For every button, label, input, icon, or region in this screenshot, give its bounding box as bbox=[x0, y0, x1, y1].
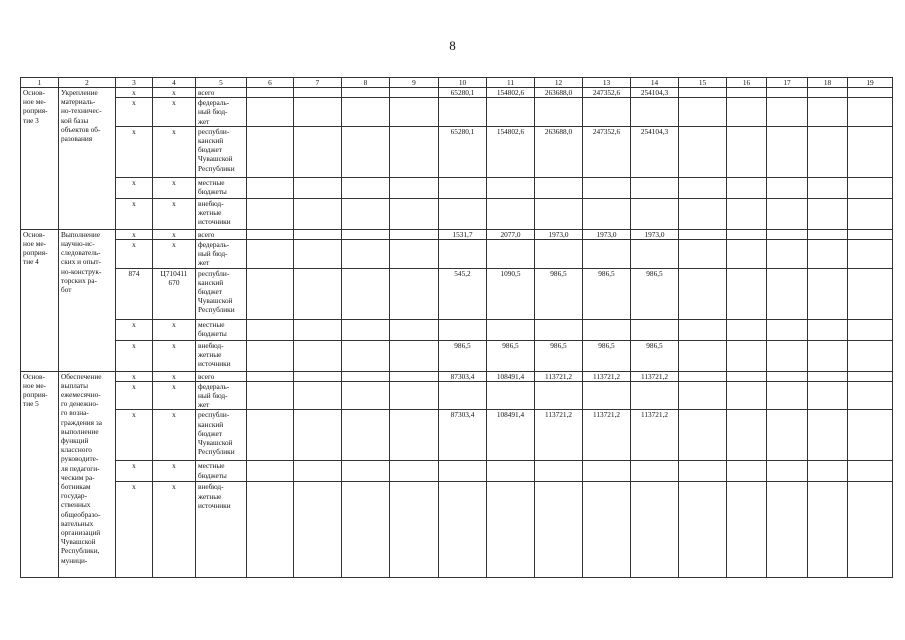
code-cell: х bbox=[116, 240, 153, 269]
empty-cell bbox=[390, 461, 439, 482]
budget-table bbox=[20, 77, 893, 578]
code-cell: х bbox=[153, 371, 196, 381]
empty-cell bbox=[247, 371, 294, 381]
empty-cell bbox=[848, 177, 893, 198]
value-cell bbox=[535, 461, 583, 482]
empty-cell bbox=[390, 98, 439, 127]
empty-cell bbox=[247, 98, 294, 127]
column-header: 11 bbox=[487, 78, 535, 88]
empty-cell bbox=[727, 98, 767, 127]
column-header: 9 bbox=[390, 78, 439, 88]
value-cell bbox=[487, 461, 535, 482]
value-cell: 2077,0 bbox=[487, 229, 535, 239]
empty-cell bbox=[767, 177, 808, 198]
value-cell: 247352,6 bbox=[583, 88, 631, 98]
empty-cell bbox=[808, 240, 848, 269]
value-cell: 113721,2 bbox=[631, 410, 679, 461]
code-cell: х bbox=[153, 240, 196, 269]
empty-cell bbox=[727, 177, 767, 198]
value-cell bbox=[631, 319, 679, 340]
code-cell: х bbox=[153, 381, 196, 410]
empty-cell bbox=[679, 371, 727, 381]
empty-cell bbox=[342, 461, 390, 482]
empty-cell bbox=[848, 410, 893, 461]
funding-source-cell: федераль- ный бюд- жет bbox=[196, 98, 247, 127]
empty-cell bbox=[767, 98, 808, 127]
value-cell: 1973,0 bbox=[583, 229, 631, 239]
empty-cell bbox=[294, 198, 342, 229]
code-cell: х bbox=[153, 229, 196, 239]
empty-cell bbox=[247, 340, 294, 371]
empty-cell bbox=[767, 410, 808, 461]
value-cell: 263688,0 bbox=[535, 126, 583, 177]
empty-cell bbox=[247, 381, 294, 410]
empty-cell bbox=[808, 482, 848, 578]
value-cell bbox=[583, 381, 631, 410]
empty-cell bbox=[727, 461, 767, 482]
value-cell: 247352,6 bbox=[583, 126, 631, 177]
empty-cell bbox=[808, 98, 848, 127]
empty-cell bbox=[767, 240, 808, 269]
empty-cell bbox=[848, 98, 893, 127]
empty-cell bbox=[390, 482, 439, 578]
empty-cell bbox=[727, 371, 767, 381]
value-cell bbox=[487, 381, 535, 410]
empty-cell bbox=[294, 126, 342, 177]
empty-cell bbox=[767, 126, 808, 177]
empty-cell bbox=[727, 340, 767, 371]
code-cell: х bbox=[153, 126, 196, 177]
empty-cell bbox=[679, 268, 727, 319]
column-header: 8 bbox=[342, 78, 390, 88]
code-cell: х bbox=[153, 482, 196, 578]
table-row bbox=[21, 482, 893, 578]
value-cell bbox=[535, 177, 583, 198]
empty-cell bbox=[808, 177, 848, 198]
empty-cell bbox=[679, 198, 727, 229]
empty-cell bbox=[727, 229, 767, 239]
value-cell bbox=[631, 177, 679, 198]
empty-cell bbox=[247, 482, 294, 578]
code-cell: х bbox=[116, 319, 153, 340]
value-cell bbox=[583, 240, 631, 269]
empty-cell bbox=[342, 229, 390, 239]
empty-cell bbox=[767, 482, 808, 578]
value-cell: 986,5 bbox=[439, 340, 487, 371]
value-cell bbox=[631, 461, 679, 482]
column-header: 6 bbox=[247, 78, 294, 88]
empty-cell bbox=[294, 88, 342, 98]
value-cell: 254104,3 bbox=[631, 88, 679, 98]
funding-source-cell: местные бюджеты bbox=[196, 461, 247, 482]
empty-cell bbox=[848, 371, 893, 381]
empty-cell bbox=[247, 240, 294, 269]
empty-cell bbox=[390, 371, 439, 381]
value-cell bbox=[487, 240, 535, 269]
code-cell: х bbox=[116, 371, 153, 381]
column-header: 4 bbox=[153, 78, 196, 88]
table-body bbox=[21, 88, 893, 578]
empty-cell bbox=[679, 319, 727, 340]
value-cell bbox=[631, 98, 679, 127]
description-cell: Обеспечение выплаты ежемесячно- го денежно- го возна- граждения за выполнение функций классного руководите- ля педагоги- ческим ра- ботникам государ- ственных общеобразо- вательных организаций Чувашской Республики, муници- bbox=[59, 371, 116, 578]
value-cell bbox=[631, 198, 679, 229]
code-cell: х bbox=[116, 381, 153, 410]
description-cell: Выполнение научно-ис- следователь- ских и опыт- но-конструк- торских ра- бот bbox=[59, 229, 116, 371]
table-row bbox=[21, 381, 893, 410]
empty-cell bbox=[679, 381, 727, 410]
table-row bbox=[21, 177, 893, 198]
code-cell: х bbox=[116, 340, 153, 371]
empty-cell bbox=[808, 126, 848, 177]
empty-cell bbox=[294, 177, 342, 198]
value-cell: 986,5 bbox=[583, 268, 631, 319]
value-cell bbox=[535, 482, 583, 578]
funding-source-cell: всего bbox=[196, 88, 247, 98]
code-cell: х bbox=[116, 482, 153, 578]
code-cell: х bbox=[116, 98, 153, 127]
empty-cell bbox=[390, 177, 439, 198]
empty-cell bbox=[390, 198, 439, 229]
code-cell: х bbox=[153, 340, 196, 371]
code-cell: х bbox=[116, 410, 153, 461]
code-cell: х bbox=[153, 461, 196, 482]
value-cell bbox=[439, 198, 487, 229]
table-row bbox=[21, 88, 893, 98]
empty-cell bbox=[727, 268, 767, 319]
value-cell: 986,5 bbox=[535, 268, 583, 319]
empty-cell bbox=[679, 177, 727, 198]
value-cell: 254104,3 bbox=[631, 126, 679, 177]
value-cell: 65280,1 bbox=[439, 126, 487, 177]
empty-cell bbox=[767, 340, 808, 371]
empty-cell bbox=[848, 482, 893, 578]
empty-cell bbox=[808, 381, 848, 410]
table-row bbox=[21, 461, 893, 482]
code-cell: х bbox=[116, 126, 153, 177]
column-header: 15 bbox=[679, 78, 727, 88]
value-cell: 113721,2 bbox=[631, 371, 679, 381]
value-cell: 986,5 bbox=[535, 340, 583, 371]
empty-cell bbox=[342, 240, 390, 269]
value-cell: 65280,1 bbox=[439, 88, 487, 98]
column-header: 13 bbox=[583, 78, 631, 88]
empty-cell bbox=[848, 88, 893, 98]
empty-cell bbox=[848, 461, 893, 482]
value-cell bbox=[535, 198, 583, 229]
empty-cell bbox=[679, 482, 727, 578]
column-header: 5 bbox=[196, 78, 247, 88]
empty-cell bbox=[679, 340, 727, 371]
funding-source-cell: федераль- ный бюд- жет bbox=[196, 240, 247, 269]
empty-cell bbox=[808, 371, 848, 381]
empty-cell bbox=[390, 229, 439, 239]
empty-cell bbox=[848, 198, 893, 229]
code-cell: х bbox=[153, 410, 196, 461]
table-row bbox=[21, 198, 893, 229]
empty-cell bbox=[342, 126, 390, 177]
column-header: 12 bbox=[535, 78, 583, 88]
column-header: 2 bbox=[59, 78, 116, 88]
value-cell: 1973,0 bbox=[631, 229, 679, 239]
empty-cell bbox=[294, 98, 342, 127]
value-cell: 986,5 bbox=[487, 340, 535, 371]
value-cell: 113721,2 bbox=[535, 371, 583, 381]
empty-cell bbox=[679, 98, 727, 127]
value-cell bbox=[535, 319, 583, 340]
value-cell bbox=[535, 381, 583, 410]
value-cell: 263688,0 bbox=[535, 88, 583, 98]
empty-cell bbox=[727, 126, 767, 177]
empty-cell bbox=[390, 126, 439, 177]
empty-cell bbox=[342, 482, 390, 578]
page-number: 8 bbox=[449, 38, 456, 53]
code-cell: х bbox=[116, 88, 153, 98]
empty-cell bbox=[767, 461, 808, 482]
empty-cell bbox=[247, 268, 294, 319]
empty-cell bbox=[342, 268, 390, 319]
empty-cell bbox=[294, 319, 342, 340]
empty-cell bbox=[808, 229, 848, 239]
empty-cell bbox=[294, 371, 342, 381]
value-cell: 87303,4 bbox=[439, 410, 487, 461]
code-cell: х bbox=[153, 198, 196, 229]
funding-source-cell: всего bbox=[196, 229, 247, 239]
funding-source-cell: местные бюджеты bbox=[196, 319, 247, 340]
code-cell: х bbox=[116, 177, 153, 198]
empty-cell bbox=[808, 268, 848, 319]
value-cell bbox=[487, 98, 535, 127]
empty-cell bbox=[294, 381, 342, 410]
funding-source-cell: внебюд- жетные источники bbox=[196, 340, 247, 371]
empty-cell bbox=[848, 240, 893, 269]
empty-cell bbox=[247, 177, 294, 198]
value-cell: 108491,4 bbox=[487, 410, 535, 461]
value-cell: 986,5 bbox=[583, 340, 631, 371]
value-cell bbox=[439, 240, 487, 269]
empty-cell bbox=[247, 229, 294, 239]
table-row bbox=[21, 126, 893, 177]
funding-source-cell: внебюд- жетные источники bbox=[196, 198, 247, 229]
empty-cell bbox=[727, 240, 767, 269]
funding-source-cell: республи- канский бюджет Чувашской Республики bbox=[196, 268, 247, 319]
column-header: 16 bbox=[727, 78, 767, 88]
empty-cell bbox=[808, 198, 848, 229]
empty-cell bbox=[342, 381, 390, 410]
column-header: 3 bbox=[116, 78, 153, 88]
code-cell: 874 bbox=[116, 268, 153, 319]
empty-cell bbox=[727, 410, 767, 461]
code-cell: х bbox=[116, 229, 153, 239]
value-cell bbox=[439, 381, 487, 410]
funding-source-cell: всего bbox=[196, 371, 247, 381]
value-cell bbox=[487, 198, 535, 229]
empty-cell bbox=[727, 198, 767, 229]
activity-cell: Основ- ное ме- роприя- тие 4 bbox=[21, 229, 59, 371]
funding-source-cell: республи- канский бюджет Чувашской Республики bbox=[196, 410, 247, 461]
empty-cell bbox=[679, 126, 727, 177]
value-cell bbox=[535, 240, 583, 269]
empty-cell bbox=[294, 340, 342, 371]
empty-cell bbox=[679, 88, 727, 98]
empty-cell bbox=[342, 371, 390, 381]
column-header: 17 bbox=[767, 78, 808, 88]
value-cell bbox=[583, 319, 631, 340]
column-header: 10 bbox=[439, 78, 487, 88]
empty-cell bbox=[390, 240, 439, 269]
empty-cell bbox=[727, 319, 767, 340]
code-cell: х bbox=[153, 88, 196, 98]
value-cell bbox=[439, 177, 487, 198]
empty-cell bbox=[808, 410, 848, 461]
empty-cell bbox=[848, 340, 893, 371]
value-cell: 113721,2 bbox=[583, 410, 631, 461]
value-cell bbox=[439, 319, 487, 340]
column-header: 7 bbox=[294, 78, 342, 88]
empty-cell bbox=[679, 229, 727, 239]
empty-cell bbox=[767, 268, 808, 319]
empty-cell bbox=[247, 126, 294, 177]
code-cell: х bbox=[153, 319, 196, 340]
empty-cell bbox=[342, 98, 390, 127]
funding-source-cell: республи- канский бюджет Чувашской Республики bbox=[196, 126, 247, 177]
empty-cell bbox=[294, 229, 342, 239]
description-cell: Укрепление материаль- но-техничес- кой базы объектов об- разования bbox=[59, 88, 116, 230]
value-cell bbox=[631, 482, 679, 578]
table-row bbox=[21, 371, 893, 381]
empty-cell bbox=[342, 177, 390, 198]
empty-cell bbox=[390, 268, 439, 319]
empty-cell bbox=[247, 319, 294, 340]
empty-cell bbox=[390, 340, 439, 371]
table-row bbox=[21, 319, 893, 340]
empty-cell bbox=[848, 319, 893, 340]
empty-cell bbox=[679, 410, 727, 461]
empty-cell bbox=[727, 482, 767, 578]
empty-cell bbox=[342, 410, 390, 461]
table-row bbox=[21, 240, 893, 269]
empty-cell bbox=[390, 410, 439, 461]
empty-cell bbox=[727, 381, 767, 410]
empty-cell bbox=[247, 461, 294, 482]
table-row bbox=[21, 268, 893, 319]
empty-cell bbox=[808, 319, 848, 340]
value-cell bbox=[439, 98, 487, 127]
empty-cell bbox=[848, 126, 893, 177]
value-cell bbox=[631, 240, 679, 269]
empty-cell bbox=[390, 381, 439, 410]
funding-source-cell: местные бюджеты bbox=[196, 177, 247, 198]
empty-cell bbox=[390, 319, 439, 340]
empty-cell bbox=[767, 88, 808, 98]
empty-cell bbox=[390, 88, 439, 98]
value-cell bbox=[583, 482, 631, 578]
empty-cell bbox=[294, 410, 342, 461]
code-cell: х bbox=[153, 98, 196, 127]
empty-cell bbox=[808, 88, 848, 98]
empty-cell bbox=[767, 381, 808, 410]
empty-cell bbox=[727, 88, 767, 98]
empty-cell bbox=[294, 461, 342, 482]
value-cell bbox=[583, 98, 631, 127]
activity-cell: Основ- ное ме- роприя- тие 3 bbox=[21, 88, 59, 230]
empty-cell bbox=[342, 319, 390, 340]
empty-cell bbox=[294, 240, 342, 269]
column-header: 14 bbox=[631, 78, 679, 88]
value-cell bbox=[487, 482, 535, 578]
empty-cell bbox=[294, 482, 342, 578]
empty-cell bbox=[848, 229, 893, 239]
value-cell: 1973,0 bbox=[535, 229, 583, 239]
value-cell: 108491,4 bbox=[487, 371, 535, 381]
empty-cell bbox=[679, 461, 727, 482]
column-header: 1 bbox=[21, 78, 59, 88]
code-cell: х bbox=[153, 177, 196, 198]
table-row bbox=[21, 229, 893, 239]
value-cell bbox=[583, 461, 631, 482]
empty-cell bbox=[247, 410, 294, 461]
table-row bbox=[21, 410, 893, 461]
funding-source-cell: внебюд- жетные источники bbox=[196, 482, 247, 578]
value-cell: 986,5 bbox=[631, 268, 679, 319]
code-cell: х bbox=[116, 461, 153, 482]
empty-cell bbox=[342, 88, 390, 98]
code-cell: Ц710411 670 bbox=[153, 268, 196, 319]
value-cell bbox=[487, 177, 535, 198]
activity-cell: Основ- ное ме- роприя- тие 5 bbox=[21, 371, 59, 578]
table-row bbox=[21, 98, 893, 127]
value-cell bbox=[487, 319, 535, 340]
value-cell: 1090,5 bbox=[487, 268, 535, 319]
empty-cell bbox=[848, 381, 893, 410]
value-cell: 87303,4 bbox=[439, 371, 487, 381]
empty-cell bbox=[848, 268, 893, 319]
value-cell: 113721,2 bbox=[583, 371, 631, 381]
value-cell: 545,2 bbox=[439, 268, 487, 319]
empty-cell bbox=[808, 461, 848, 482]
value-cell: 1531,7 bbox=[439, 229, 487, 239]
code-cell: х bbox=[116, 198, 153, 229]
empty-cell bbox=[247, 88, 294, 98]
value-cell bbox=[439, 482, 487, 578]
empty-cell bbox=[294, 268, 342, 319]
value-cell bbox=[535, 98, 583, 127]
empty-cell bbox=[679, 240, 727, 269]
empty-cell bbox=[342, 340, 390, 371]
value-cell bbox=[583, 198, 631, 229]
empty-cell bbox=[767, 319, 808, 340]
column-header: 19 bbox=[848, 78, 893, 88]
column-header: 18 bbox=[808, 78, 848, 88]
funding-source-cell: федераль- ный бюд- жет bbox=[196, 381, 247, 410]
value-cell bbox=[583, 177, 631, 198]
empty-cell bbox=[767, 229, 808, 239]
value-cell: 113721,2 bbox=[535, 410, 583, 461]
empty-cell bbox=[767, 198, 808, 229]
value-cell: 154802,6 bbox=[487, 126, 535, 177]
value-cell: 154802,6 bbox=[487, 88, 535, 98]
empty-cell bbox=[247, 198, 294, 229]
value-cell bbox=[631, 381, 679, 410]
empty-cell bbox=[767, 371, 808, 381]
table-row bbox=[21, 340, 893, 371]
value-cell bbox=[439, 461, 487, 482]
value-cell: 986,5 bbox=[631, 340, 679, 371]
column-number-header bbox=[21, 78, 893, 88]
empty-cell bbox=[342, 198, 390, 229]
empty-cell bbox=[808, 340, 848, 371]
